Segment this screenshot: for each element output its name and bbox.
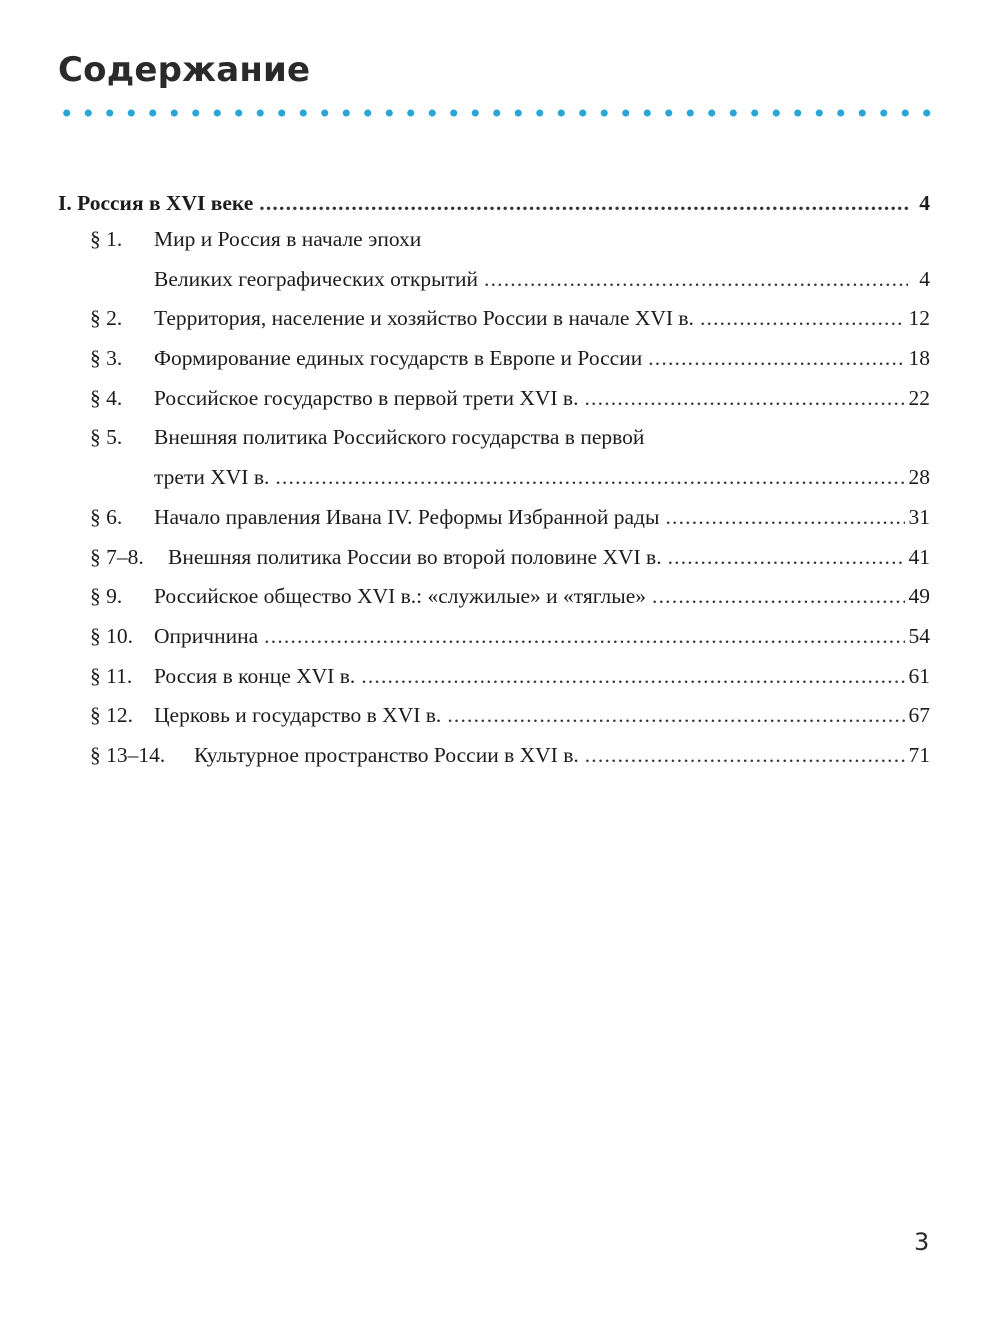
- dot-leader: [665, 498, 904, 536]
- toc-item-title-line: Великих географических открытий: [154, 266, 478, 291]
- toc-section-heading[interactable]: [58, 184, 930, 220]
- dot-leader: [585, 736, 905, 774]
- toc-paragraph-number: § 3.: [90, 346, 123, 371]
- dot-leader: [259, 184, 908, 222]
- toc-item-title: Культурное пространство России в XVI в.: [194, 742, 579, 767]
- toc-paragraph-number: § 12.: [90, 703, 133, 728]
- dot-leader: [275, 458, 904, 496]
- toc-item-11[interactable]: [58, 657, 930, 695]
- toc-item-4[interactable]: [58, 379, 930, 417]
- toc-page-number: 71: [908, 742, 930, 767]
- toc-item-title: Церковь и государство в XVI в.: [154, 703, 442, 728]
- dotted-divider: [56, 108, 936, 118]
- toc-item-2[interactable]: [58, 299, 930, 337]
- toc-item-7-8[interactable]: [58, 538, 930, 576]
- toc-item-5[interactable]: [58, 418, 930, 456]
- dot-leader: [584, 379, 904, 417]
- toc-item-13-14[interactable]: [58, 736, 930, 774]
- toc-paragraph-number: § 13–14.: [90, 742, 166, 767]
- toc-page-number: 54: [908, 623, 930, 648]
- toc-page-number: 4: [919, 266, 930, 291]
- toc-page-number: 12: [908, 306, 930, 331]
- toc-paragraph-number: § 7–8.: [90, 544, 144, 569]
- toc-item-12[interactable]: [58, 696, 930, 734]
- toc-item-title: Опричнина: [154, 623, 259, 648]
- toc-paragraph-number: § 11.: [90, 663, 133, 688]
- toc-paragraph-number: § 9.: [90, 584, 123, 609]
- toc-page-number: 49: [908, 584, 930, 609]
- page-title: Содержание: [58, 50, 311, 90]
- toc-item-title-line: Мир и Россия в начале эпохи: [154, 227, 422, 251]
- dot-leader: [264, 617, 904, 655]
- toc-item-title: Территория, население и хозяйство России в начале XVI в.: [154, 306, 694, 331]
- toc-paragraph-number: § 10.: [90, 623, 133, 648]
- toc-section-label: I. Россия в XVI веке: [58, 191, 254, 215]
- toc-page-number: 41: [908, 544, 930, 569]
- table-of-contents: [58, 184, 930, 776]
- toc-paragraph-number: § 1.: [90, 227, 123, 251]
- toc-page-number: 67: [908, 703, 930, 728]
- toc-page-number: 31: [908, 504, 930, 529]
- toc-item-1-continued[interactable]: [58, 260, 930, 298]
- toc-page-number: 4: [919, 191, 930, 215]
- toc-page-number: 28: [908, 465, 930, 490]
- toc-item-10[interactable]: [58, 617, 930, 655]
- toc-paragraph-number: § 4.: [90, 385, 123, 410]
- toc-page-number: 18: [908, 346, 930, 371]
- page-number: 3: [914, 1228, 930, 1256]
- dot-leader: [668, 538, 905, 576]
- toc-page-number: 61: [908, 663, 930, 688]
- toc-item-title: Россия в конце XVI в.: [154, 663, 356, 688]
- dot-leader: [648, 339, 904, 377]
- dot-leader: [447, 696, 904, 734]
- toc-item-title-line: Внешняя политика Российского государства в первой: [154, 425, 645, 450]
- toc-item-6[interactable]: [58, 498, 930, 536]
- toc-item-title: Российское государство в первой трети XVI в.: [154, 385, 579, 410]
- toc-item-title-line: трети XVI в.: [154, 465, 270, 490]
- dot-leader: [652, 577, 904, 615]
- toc-item-9[interactable]: [58, 577, 930, 615]
- toc-page-number: 22: [908, 385, 930, 410]
- toc-paragraph-number: § 5.: [90, 425, 123, 450]
- toc-item-5-continued[interactable]: [58, 458, 930, 496]
- toc-item-1[interactable]: [58, 220, 930, 258]
- dot-leader: [700, 299, 905, 337]
- toc-item-title: Российское общество XVI в.: «служилые» и «тяглые»: [154, 584, 647, 609]
- dot-leader: [361, 657, 904, 695]
- toc-item-3[interactable]: [58, 339, 930, 377]
- toc-paragraph-number: § 2.: [90, 306, 123, 331]
- dot-leader: [484, 260, 908, 298]
- toc-paragraph-number: § 6.: [90, 504, 123, 529]
- toc-item-title: Внешняя политика России во второй половине XVI в.: [168, 544, 662, 569]
- toc-item-title: Формирование единых государств в Европе и России: [154, 346, 643, 371]
- toc-item-title: Начало правления Ивана IV. Реформы Избранной рады: [154, 504, 660, 529]
